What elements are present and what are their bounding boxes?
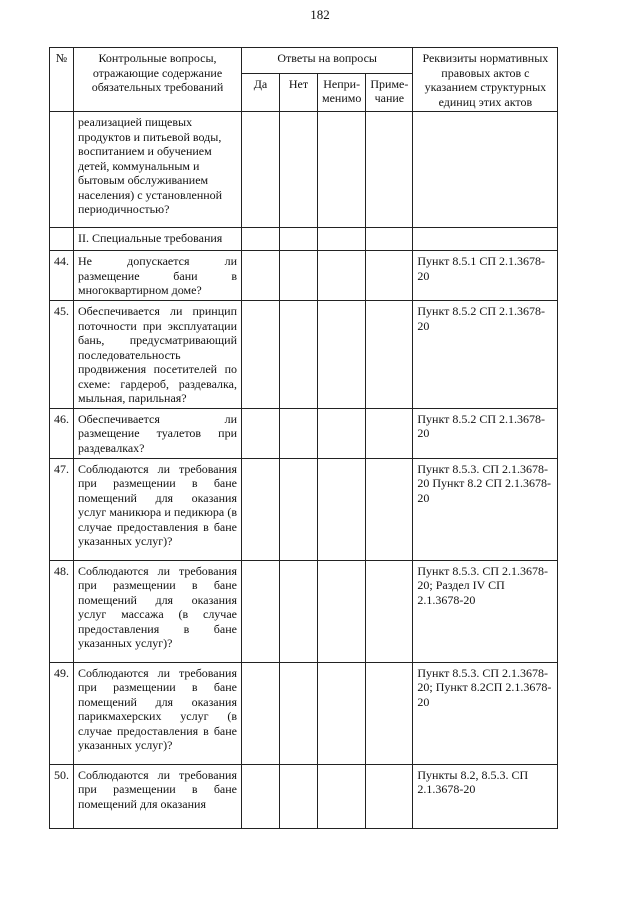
row-number: 48.: [50, 560, 74, 662]
cell-yes: [242, 662, 280, 764]
header-questions: Контрольные вопросы, отражающие содержание обязательных требований: [74, 48, 242, 112]
requirements-rows: [50, 251, 558, 829]
continuation-text: реализацией пищевых продуктов и питьевой воды, воспитанием и обучением детей, коммунальным и бытовым обслуживанием населения) с установленной периодичностью?: [74, 112, 242, 228]
header-note: Приме-чание: [366, 73, 413, 111]
table-row: [50, 560, 558, 662]
row-requisites: Пункт 8.5.3. СП 2.1.3678-20 Пункт 8.2 СП 2.1.3678-20: [413, 458, 558, 560]
cell-na: [318, 301, 366, 409]
cell-na: [318, 251, 366, 301]
cell-yes: [242, 251, 280, 301]
cell-note: [366, 112, 413, 228]
row-requisites: Пункты 8.2, 8.5.3. СП 2.1.3678-20: [413, 764, 558, 828]
cell-no: [280, 228, 318, 251]
table-row: [50, 251, 558, 301]
cell-no: [280, 560, 318, 662]
row-requisites: Пункт 8.5.3. СП 2.1.3678-20; Пункт 8.2СП 2.1.3678-20: [413, 662, 558, 764]
cell-na: [318, 560, 366, 662]
cell-no: [280, 662, 318, 764]
cell-no: [280, 764, 318, 828]
cell-requisites: [413, 112, 558, 228]
header-answers: Ответы на вопросы: [242, 48, 413, 74]
table-row: [50, 662, 558, 764]
cell-note: [366, 662, 413, 764]
cell-yes: [242, 764, 280, 828]
cell-no: [280, 251, 318, 301]
cell-note: [366, 560, 413, 662]
cell-na: [318, 228, 366, 251]
cell-na: [318, 764, 366, 828]
cell-requisites: [413, 228, 558, 251]
cell-na: [318, 408, 366, 458]
cell-na: [318, 458, 366, 560]
cell-note: [366, 301, 413, 409]
cell-note: [366, 458, 413, 560]
row-question: Обеспечивается ли принцип поточности при эксплуатации бань, предусматривающий последовательность продвижения посетителей по схеме: гардероб, раздевалка, мыльная, парильная?: [74, 301, 242, 409]
row-number: 44.: [50, 251, 74, 301]
row-number: 49.: [50, 662, 74, 764]
header-num: №: [50, 48, 74, 112]
table-row: [50, 408, 558, 458]
row-question: Не допускается ли размещение бани в многоквартирном доме?: [74, 251, 242, 301]
header-not-applicable: Непри-менимо: [318, 73, 366, 111]
cell-yes: [242, 458, 280, 560]
page-number: 182: [310, 7, 330, 22]
cell-note: [366, 764, 413, 828]
row-question: Обеспечивается ли размещение туалетов при раздевалках?: [74, 408, 242, 458]
row-question: Соблюдаются ли требования при размещении в бане помещений для оказания услуг массажа (в случае предоставления в бане указанных услуг)?: [74, 560, 242, 662]
cell-note: [366, 251, 413, 301]
cell-na: [318, 112, 366, 228]
cell-yes: [242, 228, 280, 251]
cell-note: [366, 408, 413, 458]
cell-no: [280, 408, 318, 458]
cell-no: [280, 301, 318, 409]
continuation-row: [50, 112, 558, 228]
cell-no: [280, 112, 318, 228]
cell-yes: [242, 301, 280, 409]
cell-yes: [242, 560, 280, 662]
table-row: [50, 458, 558, 560]
cell-num: [50, 112, 74, 228]
section-title: II. Специальные требования: [74, 228, 242, 251]
row-number: 46.: [50, 408, 74, 458]
row-number: 47.: [50, 458, 74, 560]
section-row: [50, 228, 558, 251]
row-requisites: Пункт 8.5.3. СП 2.1.3678-20; Раздел IV СП 2.1.3678-20: [413, 560, 558, 662]
row-question: Соблюдаются ли требования при размещении в бане помещений для оказания: [74, 764, 242, 828]
checklist-table: [49, 47, 558, 829]
cell-na: [318, 662, 366, 764]
table-row: [50, 764, 558, 828]
row-number: 50.: [50, 764, 74, 828]
row-number: 45.: [50, 301, 74, 409]
header-yes: Да: [242, 73, 280, 111]
header-no: Нет: [280, 73, 318, 111]
cell-num: [50, 228, 74, 251]
row-question: Соблюдаются ли требования при размещении в бане помещений для оказания услуг маникюра и педикюра (в случае предоставления в бане указанных услуг)?: [74, 458, 242, 560]
cell-note: [366, 228, 413, 251]
table-row: [50, 301, 558, 409]
cell-yes: [242, 408, 280, 458]
row-requisites: Пункт 8.5.1 СП 2.1.3678-20: [413, 251, 558, 301]
cell-yes: [242, 112, 280, 228]
header-requisites: Реквизиты нормативных правовых актов с указанием структурных единиц этих актов: [413, 48, 558, 112]
row-requisites: Пункт 8.5.2 СП 2.1.3678-20: [413, 408, 558, 458]
row-requisites: Пункт 8.5.2 СП 2.1.3678-20: [413, 301, 558, 409]
row-question: Соблюдаются ли требования при размещении в бане помещений для оказания парикмахерских услуг (в случае предоставления в бане указанных услуг)?: [74, 662, 242, 764]
cell-no: [280, 458, 318, 560]
